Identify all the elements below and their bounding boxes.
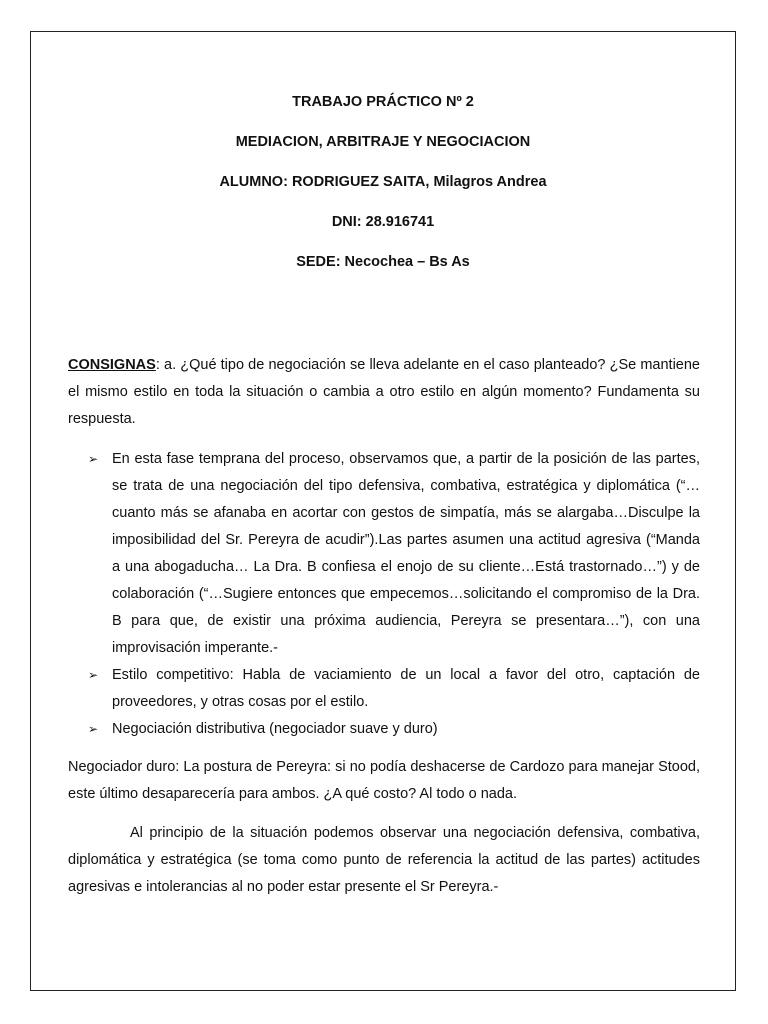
- bullet-list: [68, 446, 700, 743]
- consignas-label: CONSIGNAS: [68, 357, 156, 373]
- list-item-text: Negociación distributiva (negociador suave y duro): [112, 721, 438, 737]
- list-item: [68, 716, 700, 743]
- arrow-bullet-icon: ➢: [88, 722, 99, 736]
- list-item: [68, 446, 700, 662]
- list-item-text: Estilo competitivo: Habla de vaciamiento de un local a favor del otro, captación de proveedores, y otras cosas por el estilo.: [112, 667, 700, 710]
- negociador-paragraph: Negociador duro: La postura de Pereyra: si no podía deshacerse de Cardozo para manejar Stood, este último desaparecería para ambos. ¿A qué costo? Al todo o nada.: [68, 759, 700, 802]
- doc-subject: MEDIACION, ARBITRAJE Y NEGOCIACION: [235, 134, 531, 150]
- doc-title: TRABAJO PRÁCTICO Nº 2: [292, 94, 474, 110]
- doc-student: ALUMNO: RODRIGUEZ SAITA, Milagros Andrea: [219, 174, 547, 190]
- consignas-paragraph: [68, 352, 700, 433]
- document-header: [30, 92, 736, 292]
- list-item-text: En esta fase temprana del proceso, observamos que, a partir de la posición de las partes, se trata de una negociación del tipo defensiva, combativa, estratégica y diplomática (“…cuanto más se afanaba en acortar con gestos de simpatía, más se alargaba…Disculpe la imposibilidad del Sr. Pereyra de acudir”).Las partes asumen una actitud agresiva (“Manda a una abogaducha… La Dra. B confiesa el enojo de su cliente…Está trastornado…”) y de colaboración (“…Sugiere entonces que empecemos…solicitando el compromiso de la Dra. B para que, de existir una próxima audiencia, Pereyra se presentara…”), con una improvisación imperante.-: [112, 451, 700, 656]
- consignas-text: : a. ¿Qué tipo de negociación se lleva adelante en el caso planteado? ¿Se mantiene el mismo estilo en toda la situación o cambia a otro estilo en algún momento? Fundamenta su respuesta.: [68, 357, 700, 427]
- arrow-bullet-icon: ➢: [88, 452, 99, 466]
- doc-sede: SEDE: Necochea – Bs As: [296, 254, 470, 270]
- arrow-bullet-icon: ➢: [88, 668, 99, 682]
- conclusion-paragraph: Al principio de la situación podemos observar una negociación defensiva, combativa, diplomática y estratégica (se toma como punto de referencia la actitud de las partes) actitudes agresivas e intolerancias al no poder estar presente el Sr Pereyra.-: [68, 825, 700, 895]
- list-item: [68, 662, 700, 716]
- doc-dni: DNI: 28.916741: [331, 214, 435, 230]
- bullet-list-wrapper: [68, 446, 700, 743]
